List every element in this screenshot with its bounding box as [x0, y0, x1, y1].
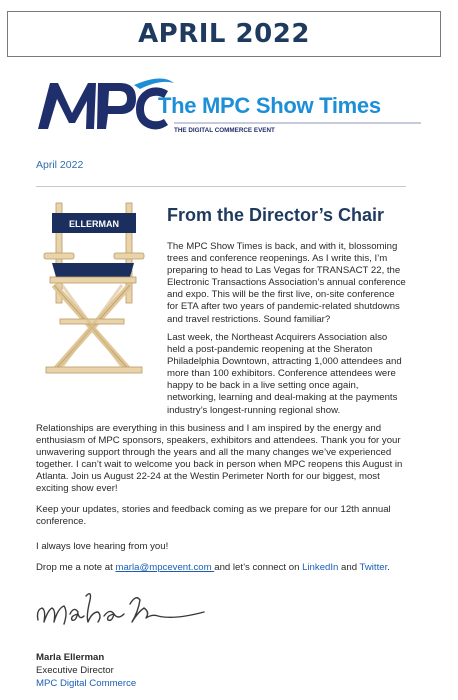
issue-banner-title: APRIL 2022: [138, 19, 310, 49]
article-paragraph: The MPC Show Times is back, and with it, blossoming trees and conference reopenings. As I write this, I’m preparing to head to Las Vegas for TRANSACT 22, the Electronic Transactions Association’s annual conference and expo. This will be the first live, on-site conference for ETA after two years of pandemic-related shutdowns and travel restrictions. Sound familiar?: [167, 241, 406, 325]
twitter-link[interactable]: Twitter: [359, 562, 388, 573]
contact-prefix: Drop me a note at: [36, 562, 116, 573]
email-link[interactable]: marla@mpcevent.com: [115, 562, 215, 573]
newsletter-tagline: THE DIGITAL COMMERCE EVENT: [174, 127, 275, 134]
signoff-role: Executive Director: [36, 665, 114, 676]
article-paragraph: I always love hearing from you!: [36, 541, 169, 552]
chair-back-label: ELLERMAN: [69, 219, 119, 229]
contact-suffix: .: [387, 562, 390, 573]
signoff-name: Marla Ellerman: [36, 652, 105, 663]
logo-letter-p: [97, 83, 136, 129]
article-paragraph: Relationships are everything in this business and I am inspired by the energy and enthusiasm of MPC sponsors, speakers, exhibitors and attendees. Thank you for your unwavering support through the years and all the many changes we’ve experienced together. I can’t wait to welcome you back in person when MPC reopens this August in Atlanta. Join us August 22-24 at the Westin Perimeter North for our biggest, most exciting show ever!: [36, 423, 403, 495]
divider: [36, 186, 406, 187]
issue-banner: [7, 11, 441, 57]
issue-date: April 2022: [36, 159, 84, 171]
handwritten-signature: [34, 586, 234, 646]
article-title: From the Director’s Chair: [167, 205, 385, 225]
linkedin-link[interactable]: LinkedIn: [302, 562, 339, 573]
article-paragraph: Last week, the Northeast Acquirers Association also held a post-pandemic reopening at the Sheraton Philadelphia Downtown, attracting 1,000 attendees and more than 100 exhibitors. Conference attendees were happy to be back in a live setting once again, networking, learning and deal-making at the payments industry’s longest-running regional show.: [167, 332, 402, 416]
logo-swoosh: [134, 78, 174, 89]
contact-and: and: [338, 562, 360, 573]
directors-chair-image: [38, 201, 148, 379]
newsletter-title: The MPC Show Times: [158, 93, 381, 118]
contact-line: [36, 562, 426, 574]
logo-letter-m: [38, 83, 96, 129]
signoff-organization-link[interactable]: MPC Digital Commerce: [36, 678, 137, 689]
article-paragraph: Keep your updates, stories and feedback coming as we prepare for our 12th annual conference.: [36, 504, 391, 528]
contact-middle: and let’s connect on: [214, 562, 303, 573]
